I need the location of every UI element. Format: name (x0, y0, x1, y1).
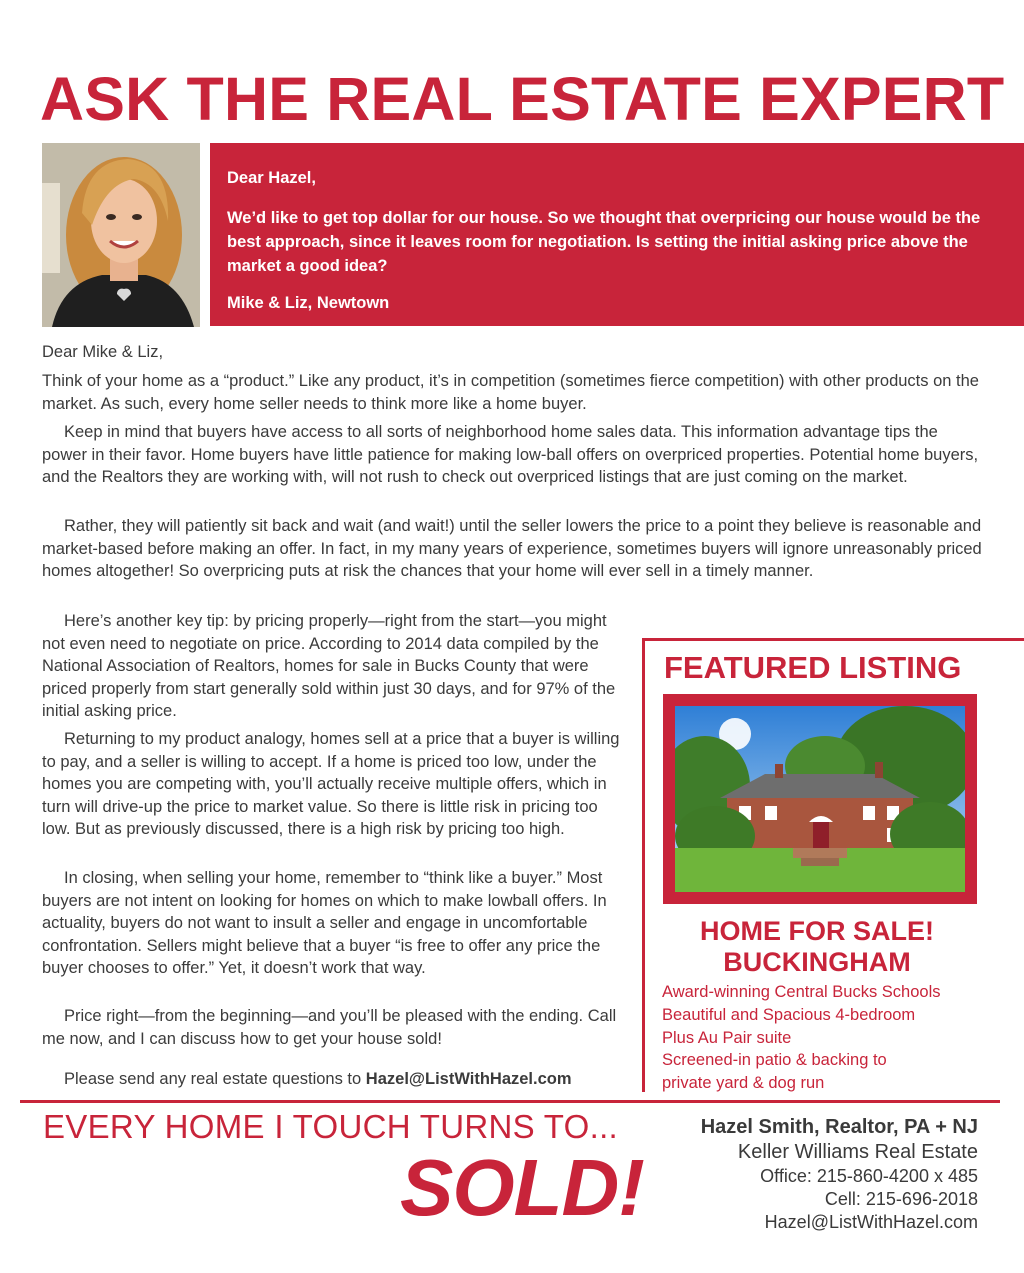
answer-paragraph: Here’s another key tip: by pricing properly—right from the start—you might not even need to negotiate on price. According to 2014 data compiled by the National Association of Realtors, homes for sale in Bucks County that were priced properly from start generally sold within just 30 days, and for 97% of the initial asking price. (42, 612, 616, 720)
closing-email-link[interactable]: Hazel@ListWithHazel.com (365, 1070, 572, 1088)
question-salutation: Dear Hazel, (227, 169, 316, 187)
question-signature: Mike & Liz, Newtown (227, 294, 390, 312)
answer-salutation: Dear Mike & Liz, (42, 343, 164, 361)
listing-heading (662, 916, 972, 978)
answer-closing (64, 1068, 572, 1091)
sold-text: SOLD! (400, 1143, 644, 1232)
listing-heading-line2: BUCKINGHAM (723, 947, 911, 977)
answer-paragraph: Price right—from the beginning—and you’ll be pleased with the ending. Call me now, and I can discuss how to get your house sold! (42, 1007, 617, 1048)
closing-text: Please send any real estate questions to (64, 1070, 362, 1088)
listing-feature: Beautiful and Spacious 4-bedroom (662, 1005, 916, 1024)
featured-listing-title: FEATURED LISTING (664, 650, 962, 685)
answer-paragraph: Returning to my product analogy, homes sell at a price that a buyer is willing to pay, and a seller is willing to accept. If a home is priced too low, under the homes you are competing with, you’ll actually receive multiple offers, which in turn will drive-up the price to market value. So there is little risk in pricing too low. But as previously discussed, there is a high risk by pricing too high. (42, 730, 620, 838)
listing-feature: Award-winning Central Bucks Schools (662, 983, 941, 1001)
question-body: We’d like to get top dollar for our house. So we thought that overpricing our house would be the best approach, since it leaves room for negotiation. Is setting the initial asking price above the market a good idea? (227, 209, 981, 275)
contact-name: Hazel Smith, Realtor, PA + NJ (700, 1116, 978, 1138)
listing-heading-line1: HOME FOR SALE! (700, 916, 934, 946)
listing-feature: Screened-in patio & backing to (662, 1051, 887, 1070)
answer-paragraph: Rather, they will patiently sit back and wait (and wait!) until the seller lowers the price to a point they believe is reasonable and market-based before making an offer. In fact, in my many years of experience, sometimes buyers will ignore unreasonably priced homes altogether! So overpricing puts at risk the chances that your home will ever sell in a timely manner. (42, 517, 982, 580)
contact-cell-phone[interactable]: Cell: 215-696-2018 (824, 1189, 978, 1209)
answer-paragraph: Keep in mind that buyers have access to all sorts of neighborhood home sales data. This information advantage tips the power in their favor. Home buyers have little patience for making low-ball offers on overpriced properties. Potential home buyers, and the Realtors they are working with, will not rush to check out overpriced listings that are just coming on the market. (42, 423, 979, 486)
contact-office-phone[interactable]: Office: 215-860-4200 x 485 (760, 1166, 978, 1186)
answer-paragraph: Think of your home as a “product.” Like any product, it’s in competition (sometimes fierce competition) with other products on the market. As such, every home seller needs to think more like a home buyer. (42, 372, 979, 413)
contact-email-link[interactable]: Hazel@ListWithHazel.com (764, 1212, 978, 1232)
contact-company: Keller Williams Real Estate (737, 1141, 978, 1163)
footer-slogan: EVERY HOME I TOUCH TURNS TO... (43, 1108, 619, 1145)
question-box (210, 143, 1024, 326)
page-title: ASK THE REAL ESTATE EXPERT (40, 65, 1005, 133)
listing-feature: Plus Au Pair suite (662, 1028, 792, 1047)
footer-divider (20, 1100, 1000, 1103)
listing-photo[interactable] (675, 706, 965, 892)
listing-features (662, 981, 941, 1095)
answer-paragraph: In closing, when selling your home, remember to “think like a buyer.” Most buyers are not intent on looking for homes on which to make lowball offers. In actuality, buyers do not want to insult a seller and engage in uncomfortable confrontation. Sellers might believe that a buyer “is free to offer any price the buyer chooses to offer.” Yet, it doesn’t work that way. (42, 869, 607, 977)
contact-block (701, 1114, 978, 1234)
listing-feature: private yard & dog run (662, 1074, 825, 1093)
author-portrait (42, 143, 200, 327)
